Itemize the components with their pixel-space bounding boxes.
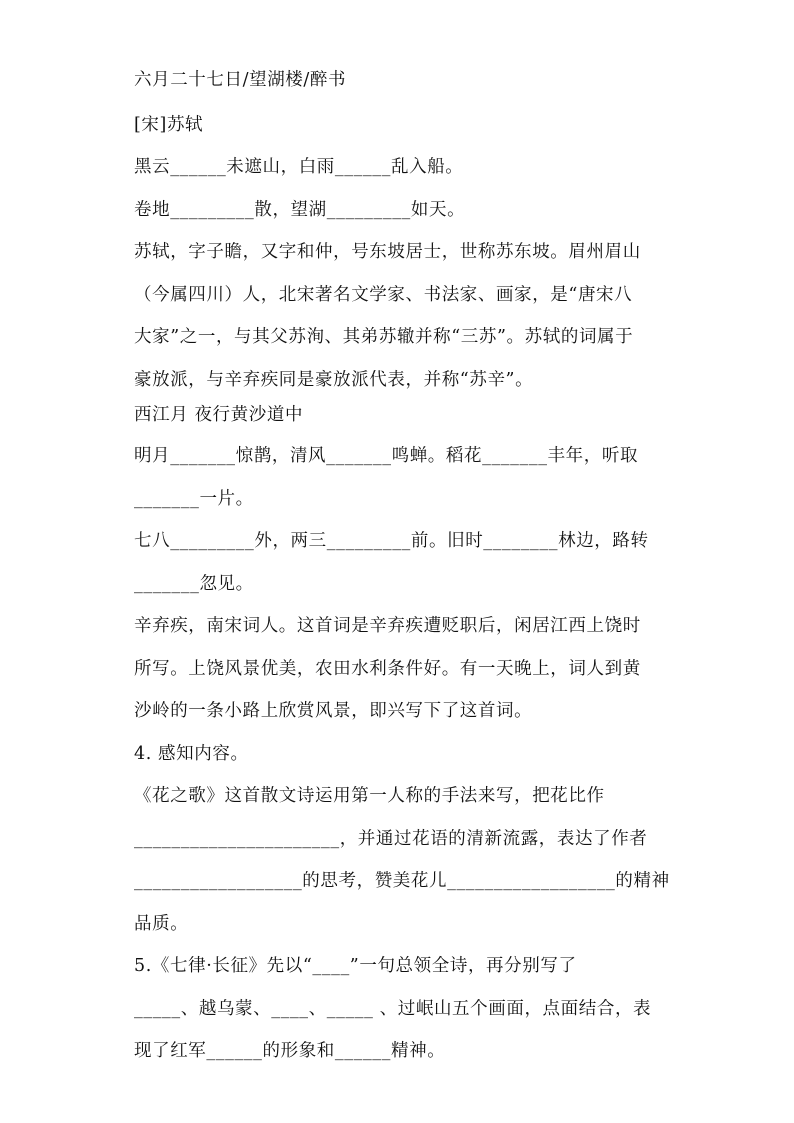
poem2-title: 西江月 夜行黄沙道中	[134, 405, 304, 425]
poem2-line-3: 七八_________外，两三_________前。旧时________林边，路转	[134, 531, 649, 551]
question-4-line-4: 品质。	[134, 914, 189, 934]
bio-line-3: 大家”之一，与其父苏洵、其弟苏辙并称“三苏”。苏轼的词属于	[134, 327, 634, 347]
bio-line-2: （今属四川）人，北宋著名文学家、书法家、画家，是“唐宋八	[134, 285, 633, 305]
bio2-line-2: 所写。上饶风景优美，农田水利条件好。有一天晚上，词人到黄	[134, 659, 641, 679]
poem-title: 六月二十七日/望湖楼/醉书	[134, 70, 347, 90]
question-4-line-2: ______________________，并通过花语的清新流露，表达了作者	[134, 829, 648, 849]
question-4-line-3: __________________的思考，赞美花儿__________________的精神	[134, 871, 670, 891]
question-5-line-3: 现了红军______的形象和______精神。	[134, 1041, 446, 1061]
bio2-line-3: 沙岭的一条小路上欣赏风景，即兴写下了这首词。	[134, 701, 533, 721]
bio-line-4: 豪放派，与辛弃疾同是豪放派代表，并称“苏辛”。	[134, 370, 534, 390]
poem2-line-2: _______一片。	[134, 489, 254, 509]
poem-line-2: 卷地_________散，望湖_________如天。	[134, 200, 466, 220]
poem-line-1: 黑云______未遮山，白雨______乱入船。	[134, 157, 464, 177]
poem-author: [宋]苏轼	[134, 115, 204, 135]
question-4-line-1: 《花之歌》这首散文诗运用第一人称的手法来写，把花比作	[134, 786, 605, 806]
bio2-line-1: 辛弃疾，南宋词人。这首词是辛弃疾遭贬职后，闲居江西上饶时	[134, 616, 641, 636]
bio-line-1: 苏轼，字子瞻，又字和仲，号东坡居士，世称苏东坡。眉州眉山	[134, 242, 641, 262]
question-5-line-2: _____、越乌蒙、____、_____ 、过岷山五个画面，点面结合，表	[134, 999, 652, 1019]
question-5-line-1: 5.《七律·长征》先以“____”一句总领全诗，再分别写了	[134, 956, 577, 976]
poem2-line-1: 明月_______惊鹊，清风_______鸣蝉。稻花_______丰年，听取	[134, 446, 639, 466]
poem2-line-4: _______忽见。	[134, 574, 254, 594]
question-4-heading: 4. 感知内容。	[134, 744, 249, 764]
